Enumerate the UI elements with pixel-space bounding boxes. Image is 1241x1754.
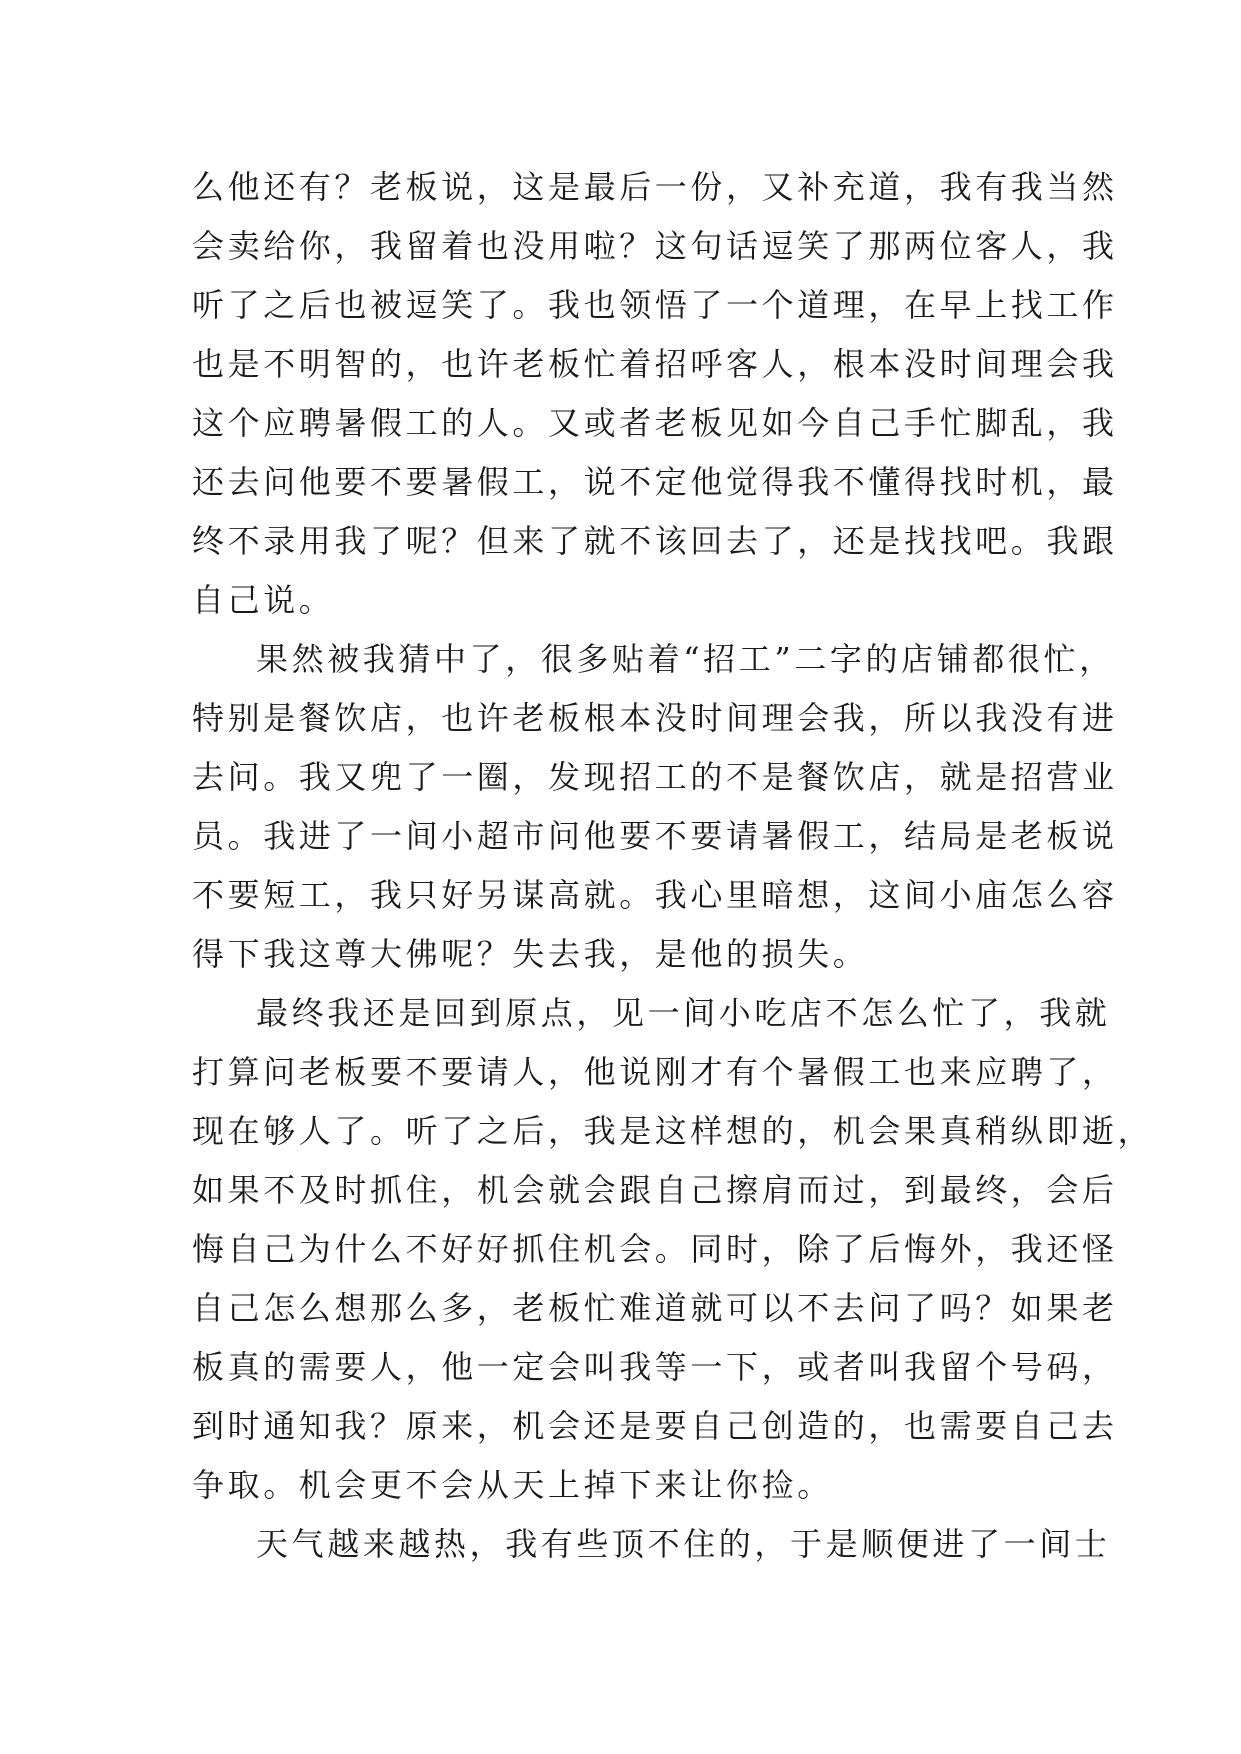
text-line: 得下我这尊大佛呢？失去我，是他的损失。 [192,935,869,973]
text-line: 也是不明智的，也许老板忙着招呼客人，根本没时间理会我 [192,345,1118,383]
paragraph-4 [192,1515,1111,1574]
text-line: 员。我进了一间小超市问他要不要请暑假工，结局是老板说 [192,817,1118,855]
text-line: 到时通知我？原来，机会还是要自己创造的，也需要自己去 [192,1407,1118,1445]
text-line: 果然被我猜中了，很多贴着“招工”二字的店铺都很忙， [256,640,1115,678]
text-line: 争取。机会更不会从天上掉下来让你捡。 [192,1466,833,1504]
text-line: 自己怎么想那么多，老板忙难道就可以不去问了吗？如果老 [192,1289,1118,1327]
text-line: 会卖给你，我留着也没用啦？这句话逗笑了那两位客人，我 [192,227,1118,265]
text-line: 特别是餐饮店，也许老板根本没时间理会我，所以我没有进 [192,699,1118,737]
paragraph-1 [192,158,1118,630]
paragraph-3 [192,984,1154,1515]
text-line: 如果不及时抓住，机会就会跟自己擦肩而过，到最终，会后 [192,1171,1118,1209]
text-line: 还去问他要不要暑假工，说不定他觉得我不懂得找时机，最 [192,463,1118,501]
text-line: 么他还有？老板说，这是最后一份，又补充道，我有我当然 [192,168,1118,206]
text-line: 悔自己为什么不好好抓住机会。同时，除了后悔外，我还怪 [192,1230,1118,1268]
text-line: 这个应聘暑假工的人。又或者老板见如今自己手忙脚乱，我 [192,404,1118,442]
text-line: 不要短工，我只好另谋高就。我心里暗想，这间小庙怎么容 [192,876,1118,914]
text-line: 打算问老板要不要请人，他说刚才有个暑假工也来应聘了， [192,1053,1118,1091]
text-line: 去问。我又兜了一圈，发现招工的不是餐饮店，就是招营业 [192,758,1118,796]
document-page [192,158,1154,1574]
text-line: 自己说。 [192,581,335,619]
text-line: 现在够人了。听了之后，我是这样想的，机会果真稍纵即逝， [192,1112,1154,1150]
text-line: 板真的需要人，他一定会叫我等一下，或者叫我留个号码， [192,1348,1118,1386]
text-line: 听了之后也被逗笑了。我也领悟了一个道理，在早上找工作 [192,286,1118,324]
text-line: 最终我还是回到原点，见一间小吃店不怎么忙了，我就 [256,994,1111,1032]
paragraph-2 [192,630,1118,984]
text-line: 天气越来越热，我有些顶不住的，于是顺便进了一间士 [256,1525,1111,1563]
text-line: 终不录用我了呢？但来了就不该回去了，还是找找吧。我跟 [192,522,1118,560]
